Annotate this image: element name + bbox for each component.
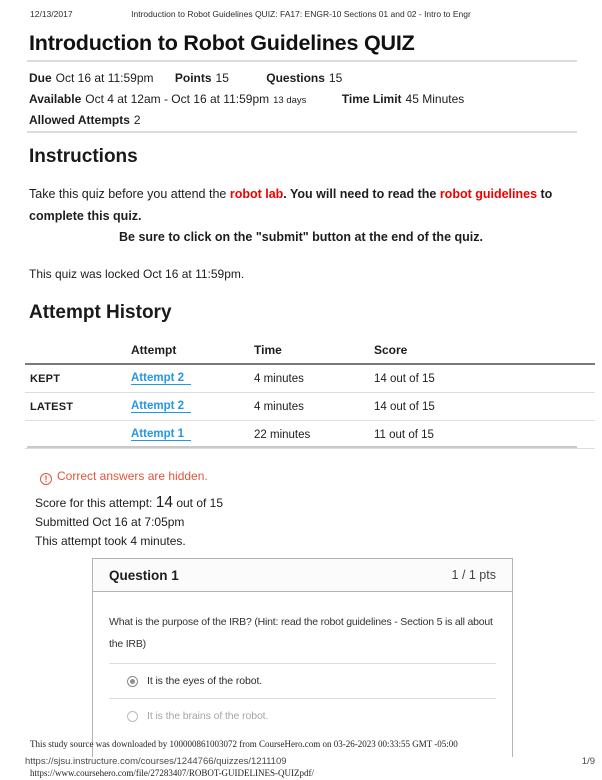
answers-hidden-text: Correct answers are hidden. — [57, 469, 208, 483]
page-title: Introduction to Robot Guidelines QUIZ — [29, 31, 415, 55]
details-row-1 — [29, 68, 577, 89]
attempt-link[interactable]: Attempt 2 — [131, 400, 191, 413]
attempt-link[interactable]: Attempt 2 — [131, 372, 191, 385]
attempt-score: 11 out of 15 — [369, 421, 595, 449]
instructions-intro: Take this quiz before you attend the — [29, 187, 230, 201]
radio-button-icon[interactable] — [127, 711, 138, 722]
attempt-row-label: LATEST — [25, 393, 126, 421]
print-date: 12/13/2017 — [30, 9, 73, 19]
submitted-line: Submitted Oct 16 at 7:05pm — [35, 515, 185, 529]
table-header-row — [25, 340, 595, 364]
questions-value: 15 — [328, 71, 343, 85]
attempt-duration-line: This attempt took 4 minutes. — [35, 534, 186, 548]
allowed-attempts-label: Allowed Attempts — [29, 113, 130, 127]
attempt-row-label: KEPT — [25, 364, 126, 393]
answer-option[interactable] — [109, 664, 496, 699]
due-value: Oct 16 at 11:59pm — [55, 71, 154, 85]
due-label: Due — [29, 71, 52, 85]
score-value: 14 — [155, 494, 173, 511]
print-header — [0, 9, 602, 19]
coursehero-file-url: https://www.coursehero.com/file/27283407/ROBOT-GUIDELINES-QUIZpdf/ — [30, 768, 315, 778]
radio-button-icon[interactable] — [127, 676, 138, 687]
robot-lab-link[interactable]: robot lab — [229, 187, 284, 201]
question-header — [93, 559, 512, 592]
quiz-details — [29, 68, 577, 131]
attempt-time: 22 minutes — [249, 421, 369, 449]
question-body — [93, 592, 512, 733]
divider — [27, 131, 577, 133]
question-points: 1 / 1 pts — [451, 568, 496, 582]
attempt-score: 14 out of 15 — [369, 393, 595, 421]
score-line: Score for this attempt: 14 out of 15 — [35, 494, 224, 511]
divider — [27, 446, 577, 448]
attempt-score: 14 out of 15 — [369, 364, 595, 393]
time-limit-value: 45 Minutes — [405, 92, 465, 106]
attempt-history-heading: Attempt History — [29, 302, 172, 323]
points-value: 15 — [215, 71, 229, 85]
available-days: 13 days — [273, 95, 307, 106]
available-label: Available — [29, 92, 82, 106]
table-row — [25, 421, 595, 449]
points-label: Points — [174, 71, 212, 85]
attempt-history-table — [25, 340, 595, 449]
instructions-heading: Instructions — [29, 146, 138, 167]
attempt-link[interactable]: Attempt 1 — [131, 428, 191, 441]
time-limit-label: Time Limit — [341, 92, 402, 106]
warning-icon: ! — [40, 473, 52, 485]
locked-note: This quiz was locked Oct 16 at 11:59pm. — [29, 267, 245, 281]
instructions-paragraph: Take this quiz before you attend the robot lab. You will need to read the robot guidelines to complete this quiz. — [29, 187, 553, 223]
col-header-attempt: Attempt — [126, 340, 249, 364]
print-doc-title: Introduction to Robot Guidelines QUIZ: FA17: ENGR-10 Sections 01 and 02 - Intro to Engr — [131, 9, 471, 19]
quiz-url: https://sjsu.instructure.com/courses/1244766/quizzes/1211109 — [25, 756, 287, 767]
attempt-time: 4 minutes — [249, 393, 369, 421]
answers-hidden-notice — [40, 469, 208, 485]
submit-note: Be sure to click on the "submit" button at the end of the quiz. — [119, 230, 483, 244]
attempt-time: 4 minutes — [249, 364, 369, 393]
questions-label: Questions — [266, 71, 325, 85]
robot-guidelines-link[interactable]: robot guidelines — [439, 187, 538, 201]
available-value: Oct 4 at 12am - Oct 16 at 11:59pm — [85, 92, 270, 106]
answer-option[interactable] — [109, 699, 496, 733]
col-header-score: Score — [369, 340, 595, 364]
coursehero-download-line: This study source was downloaded by 100000861003072 from CourseHero.com on 03-26-2023 00:33:55 GMT -05:00 — [30, 739, 458, 749]
table-row — [25, 393, 595, 421]
question-text: What is the purpose of the IRB? (Hint: read the robot guidelines - Section 5 is all about the IRB) — [109, 616, 493, 650]
answer-text: It is the eyes of the robot. — [147, 675, 263, 687]
question-card — [92, 558, 513, 757]
attempt-row-label — [25, 421, 126, 449]
question-title: Question 1 — [109, 567, 179, 583]
details-row-2 — [29, 89, 577, 110]
score-summary — [35, 493, 223, 551]
answer-text: It is the brains of the robot. — [147, 710, 269, 722]
page-number: 1/9 — [581, 756, 595, 767]
col-header-blank — [25, 340, 126, 364]
divider — [27, 60, 577, 62]
details-row-3 — [29, 110, 577, 131]
table-row — [25, 364, 595, 393]
col-header-time: Time — [249, 340, 369, 364]
allowed-attempts-value: 2 — [133, 113, 141, 127]
